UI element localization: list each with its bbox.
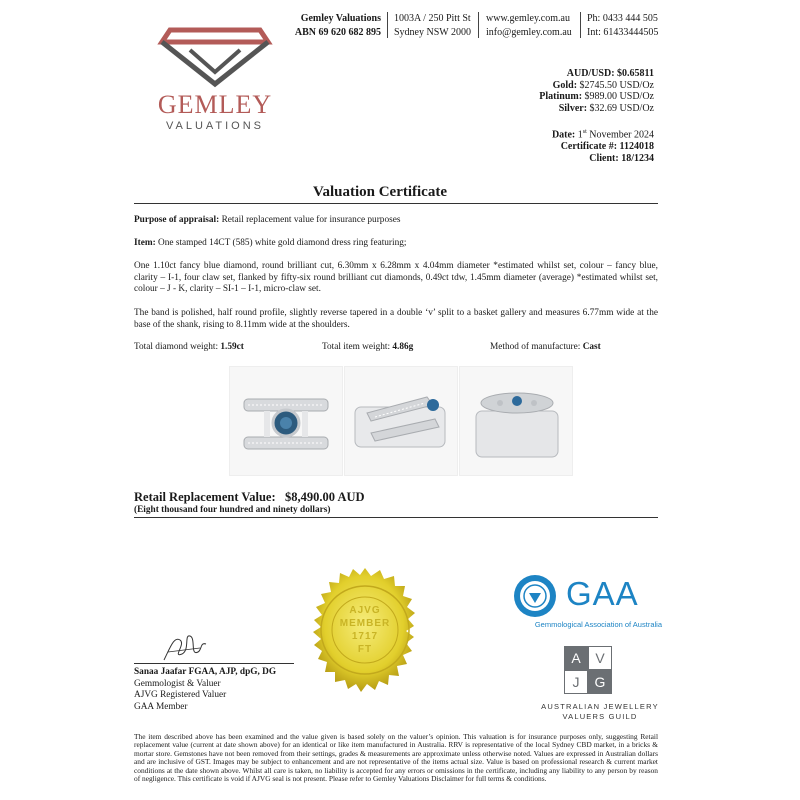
ring-photo-front [229, 366, 343, 476]
silver-value: $32.69 USD/Oz [589, 102, 654, 114]
diamond-logo-icon [150, 22, 280, 90]
diamond-weight [134, 342, 244, 352]
date-label: Date: [551, 129, 576, 141]
gaa-emblem-icon [512, 573, 558, 619]
gold-label: Gold: [552, 79, 578, 91]
address-block [394, 12, 471, 40]
purpose-value: Retail replacement value for insurance purposes [221, 215, 401, 225]
platinum-value: $989.00 USD/Oz [584, 91, 654, 102]
cert-label: Certificate #: [560, 141, 618, 153]
purpose-label: Purpose of appraisal: [134, 215, 220, 225]
rrv-label: Retail Replacement Value: [134, 490, 276, 504]
ajvg-logo [540, 646, 680, 726]
address-line-1: 1003A / 250 Pitt St [394, 13, 471, 24]
cert-number: 1124018 [619, 141, 654, 153]
header-divider [387, 12, 388, 38]
seal-line-2: MEMBER [339, 618, 391, 629]
silver-label: Silver: [558, 102, 588, 114]
header-divider [478, 12, 479, 38]
item-value: One stamped 14CT (585) white gold diamond dress ring featuring; [158, 238, 407, 248]
method-of-manufacture [490, 342, 601, 352]
valuer-details [134, 667, 276, 713]
client-number: 18/1234 [621, 153, 654, 165]
ring-back-image [460, 367, 572, 475]
ring-photo-side [344, 366, 458, 476]
gemley-logo [150, 22, 290, 137]
item-weight [322, 342, 413, 352]
band-description: The band is polished, half round profile, slightly reverse tapered in a double ‘v’ split to a basket gallery and measures 6.77mm wide at the base of the shank, rising to 8.11mm wide at the shoulders. [134, 308, 658, 330]
valuer-role-3: GAA Member [134, 701, 188, 712]
ajvg-letter-a: A [564, 646, 588, 670]
gaa-logo [512, 573, 662, 633]
ajvg-letter-g: G [588, 670, 612, 694]
valuer-role-1: Gemmologist & Valuer [134, 678, 221, 689]
company-name: Gemley Valuations [300, 13, 381, 24]
retail-replacement-value [134, 490, 365, 505]
address-line-2: Sydney NSW 2000 [394, 27, 472, 38]
logo-subtitle: VALUATIONS [165, 120, 265, 132]
method-value: Cast [582, 342, 601, 352]
phone-number: Ph: 0433 444 505 [587, 13, 658, 24]
diamond-weight-label: Total diamond weight: [134, 342, 219, 352]
title-divider [134, 203, 658, 204]
valuer-role-2: AJVG Registered Valuer [134, 690, 227, 700]
item-label: Item: [134, 238, 156, 248]
company-block [293, 12, 381, 40]
website-link[interactable]: www.gemley.com.au [486, 13, 570, 24]
seal-text [300, 604, 430, 656]
valuer-name: Sanaa Jaafar FGAA, AJP, dpG, DG [134, 667, 277, 677]
page-title: Valuation Certificate [312, 184, 447, 200]
seal-line-1: AJVG [349, 605, 381, 616]
phone-block [587, 12, 658, 40]
item-weight-label: Total item weight: [322, 342, 391, 352]
seal-line-4: FT [357, 644, 373, 655]
gaa-acronym: GAA [566, 575, 639, 612]
ajvg-letter-v: V [588, 646, 612, 670]
item-weight-value: 4.86g [392, 342, 414, 352]
valuer-signature [160, 630, 210, 666]
aud-usd-rate: AUD/USD: $0.65811 [566, 68, 654, 79]
company-abn: ABN 69 620 682 895 [294, 27, 381, 38]
value-divider [134, 517, 658, 518]
method-label: Method of manufacture: [490, 342, 581, 352]
item-line [134, 238, 658, 250]
ring-front-image [230, 367, 342, 475]
intl-number: Int: 61433444505 [587, 27, 659, 38]
date-suffix: st [582, 129, 587, 135]
ring-side-image [345, 367, 457, 475]
logo-wordmark: GEMLEY [157, 90, 273, 119]
gaa-full-name: Gemmological Association of Australia [534, 620, 662, 629]
email-link[interactable]: info@gemley.com.au [486, 27, 572, 38]
metal-rates [454, 68, 654, 114]
ajvg-member-seal [300, 566, 430, 696]
rrv-in-words: (Eight thousand four hundred and ninety dollars) [134, 505, 331, 515]
header-divider [580, 12, 581, 38]
platinum-label: Platinum: [539, 91, 583, 102]
ring-photo-back [459, 366, 573, 476]
diamond-description: One 1.10ct fancy blue diamond, round brilliant cut, 6.30mm x 6.28mm x 4.04mm diameter *estimated whilst set, colour – fancy blue, clarity – I-1, four claw set, flanked by fifty-six round brilliant cut diamonds, 0.49ct tdw, 1.45mm diameter (average) *estimated whilst set, colour – J - K, clarity – SI-1 – I-1, micro-claw set. [134, 261, 658, 294]
ajvg-letter-j: J [564, 670, 588, 694]
purpose-line [134, 215, 658, 227]
ajvg-line-2: VALUERS GUILD [562, 712, 638, 721]
diamond-weight-value: 1.59ct [220, 342, 244, 352]
date-day: 1 [577, 129, 583, 141]
ajvg-line-1: AUSTRALIAN JEWELLERY [541, 702, 659, 711]
gold-value: $2745.50 USD/Oz [579, 79, 654, 91]
date-rest: November 2024 [589, 129, 654, 141]
certificate-meta [434, 126, 654, 165]
rrv-amount: $8,490.00 AUD [285, 490, 365, 504]
signature-line [134, 663, 294, 664]
seal-line-3: 1717 [351, 631, 379, 642]
client-label: Client: [589, 153, 619, 165]
web-block [486, 12, 572, 40]
disclaimer-text: The item described above has been examined and the value given is based solely on the valuer’s opinion. This valuation is for insurance purposes only, suggesting Retail replacement value (current at date shown above) for an identical or like item manufactured in Australia. RRV is representative of the local Sydney CBD market, in a bricks & mortar store. Gemstones have not been removed from their settings, grades & measurements are approximate unless otherwise noted. Values are expressed in Australian dollars and are inclusive of GST. Images may be subject to enhancement and are not representative of the items actual size. Value is based on professional research & current market conditions at the date shown above. Whilst all care is taken, no liability is accepted for any errors or omissions in the certificate, including any liability to any person by reason of negligence. This certificate is void if AJVG seal is not present. Please refer to Gemley Valuations Disclaimer for full terms & conditions. [134, 732, 658, 784]
